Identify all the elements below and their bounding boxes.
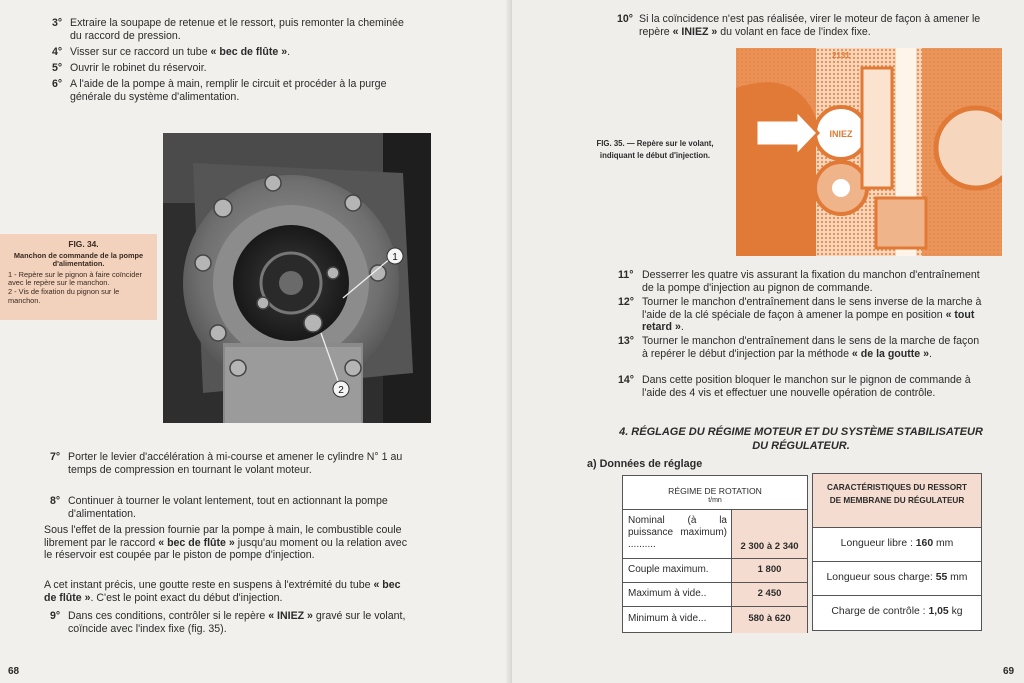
paragraph-pressure: Sous l'effet de la pression fournie par la pompe à main, le combustible coule librement par le raccord « bec de flûte » jusqu'au moment ou la relation avec le réservoir est coupée par le piston de pompe d'injection.: [44, 524, 407, 561]
fig35-iniez-mark: INIEZ: [829, 129, 853, 139]
table-row: Longueur libre : 160 mm: [813, 528, 981, 562]
step-8: 8° Continuer à tourner le volant lentement, tout en actionnant la pompe d'alimentation.: [50, 495, 388, 520]
section-title: 4. RÉGLAGE DU RÉGIME MOTEUR ET DU SYSTÈME STABILISATEUR DU RÉGULATEUR.: [619, 426, 983, 452]
step-6: 6° A l'aide de la pompe à main, remplir le circuit et procéder à la purge générale du système d'alimentation.: [52, 78, 387, 103]
table-row: Maximum à vide.. 2 450: [623, 583, 807, 607]
rotation-table-header: RÉGIME DE ROTATION t/mn: [623, 476, 807, 510]
step-7: 7° Porter le levier d'accélération à mi-course et amener le cylindre N° 1 au temps de compression en tournant le volant moteur.: [50, 451, 403, 476]
table-row: Charge de contrôle : 1,05 kg: [831, 606, 963, 617]
step-3: 3° Extraire la soupape de retenue et le ressort, puis remonter la cheminée du raccord de pression.: [52, 17, 404, 42]
page-number-left: 68: [8, 666, 20, 677]
fig34-title: FIG. 34.: [68, 239, 99, 249]
step-10: 10° Si la coïncidence n'est pas réalisée, virer le moteur de façon à amener le repère « INIEZ » du volant en face de l'index fixe.: [617, 13, 981, 38]
fig34-legend-1: 1 - Repère sur le pignon à faire coïncider avec le repère sur le manchon.: [8, 269, 142, 288]
fig34-callout-2: 2: [338, 385, 344, 396]
step-12: 12° Tourner le manchon d'entraînement dans le sens inverse de la marche à l'aide de la clé spéciale de façon à amener la pompe en position « tout retard ».: [618, 296, 982, 333]
step-13: 13° Tourner le manchon d'entraînement dans le sens de la marche de façon à repérer le début d'injection par la méthode « de la goutte ».: [618, 335, 980, 360]
step-11: 11° Desserrer les quatre vis assurant la fixation du manchon d'entraînement de la pompe d'injection au pignon de commande.: [618, 269, 980, 294]
spring-table: [812, 473, 982, 631]
fig34-callout-1: 1: [392, 252, 398, 263]
subsection-heading: a) Données de réglage: [587, 458, 703, 470]
flywheel-mark-illustration: [736, 48, 1002, 256]
fig34-photo: [163, 133, 431, 423]
fig34-legend-2: 2 - Vis de fixation du pignon sur le manchon.: [8, 286, 120, 305]
paragraph-goutte: A cet instant précis, une goutte reste en suspens à l'extrémité du tube « bec de flûte ». C'est le point exact du début d'injection.: [44, 579, 401, 604]
table-row: Minimum à vide... 580 à 620: [623, 607, 807, 633]
fig35-illustration: [736, 48, 1002, 256]
step-14: 14° Dans cette position bloquer le manchon sur le pignon de commande à l'aide des 4 vis et effectuer une nouvelle opération de contrôle.: [618, 374, 971, 399]
step-4: 4° Visser sur ce raccord un tube « bec de flûte ».: [52, 46, 291, 58]
spring-table-header: CARACTÉRISTIQUES DU RESSORT DE MEMBRANE DU RÉGULATEUR: [813, 474, 981, 528]
table-row: Nominal (à la puissance maximum) .......... 2 300 à 2 340: [623, 510, 807, 559]
fig35-caption: FIG. 35. — Repère sur le volant, indiquant le début d'injection.: [596, 139, 714, 160]
fig35-stamp-number: 2131: [832, 51, 850, 60]
page-number-right: 69: [1003, 666, 1015, 677]
rotation-table: [622, 475, 808, 633]
fig34-caption: [0, 234, 157, 320]
step-9: 9° Dans ces conditions, contrôler si le repère « INIEZ » gravé sur le volant, coïncide avec l'index fixe (fig. 35).: [50, 610, 406, 635]
table-row: Longueur sous charge: 55 mm: [813, 562, 981, 596]
fig34-subtitle: Manchon de commande de la pompe d'alimentation.: [13, 250, 144, 269]
step-5: 5° Ouvrir le robinet du réservoir.: [52, 62, 207, 74]
table-row: Couple maximum. 1 800: [623, 559, 807, 583]
engine-photo-illustration: [163, 133, 431, 423]
